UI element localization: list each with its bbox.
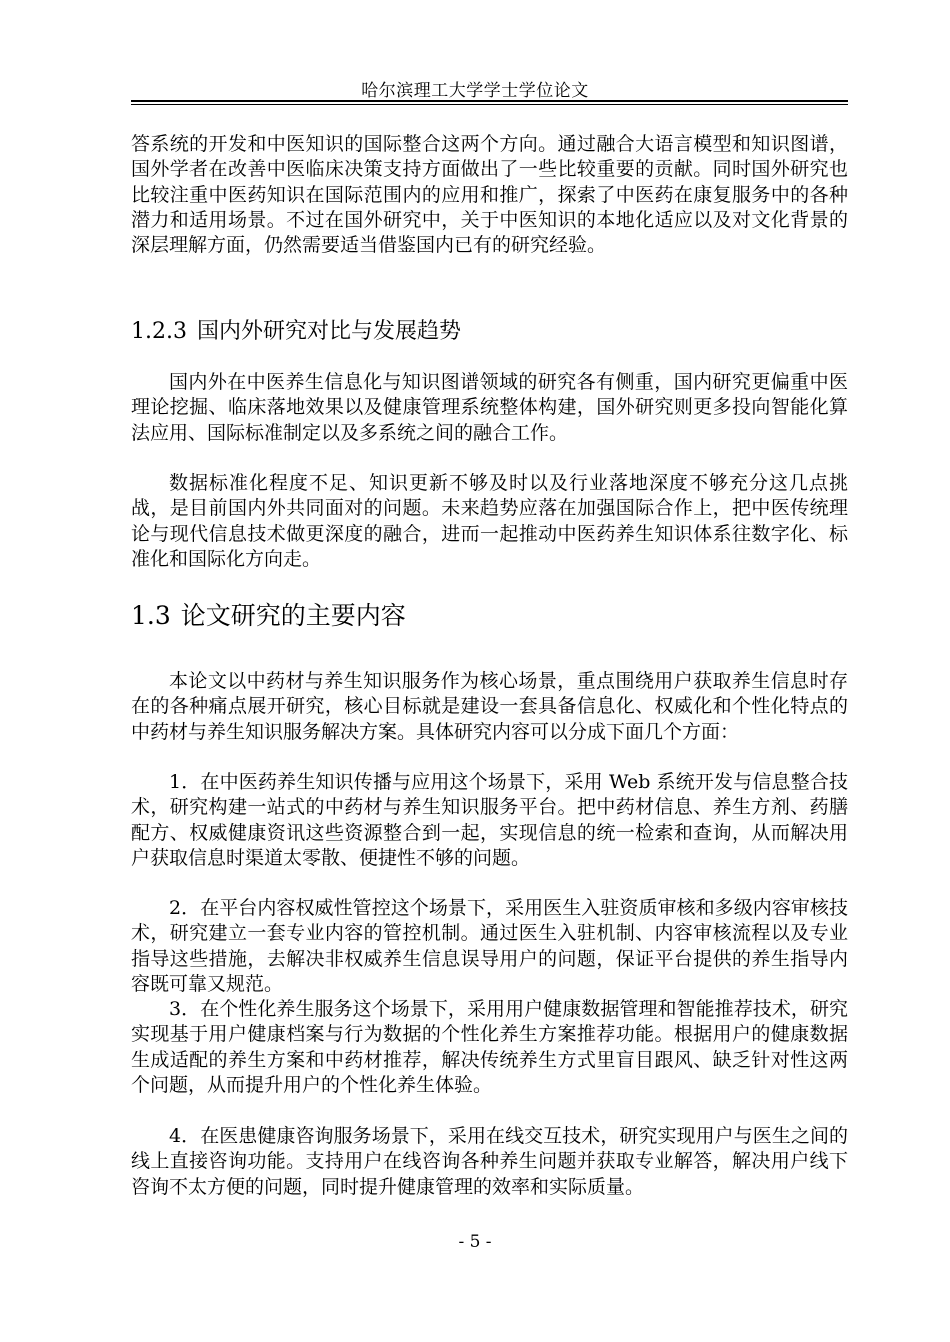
section-title: 论文研究的主要内容 — [180, 601, 406, 630]
section-heading-1-2-3 — [131, 314, 461, 345]
list-item-4: 4．在医患健康咨询服务场景下，采用在线交互技术，研究实现用户与医生之间的线上直接咨询功能。支持用户在线咨询各种养生问题并获取专业解答，解决用户线下咨询不太方便的问题，同时提升健康管理的效率和实际质量。 — [131, 1125, 848, 1198]
list-item-2: 2．在平台内容权威性管控这个场景下，采用医生入驻资质审核和多级内容审核技术，研究建立一套专业内容的管控机制。通过医生入驻机制、内容审核流程以及专业指导这些措施，去解决非权威养生信息误导用户的问题，保证平台提供的养生指导内容既可靠又规范。 — [131, 897, 848, 995]
list-item-3: 3．在个性化养生服务这个场景下，采用用户健康数据管理和智能推荐技术，研究实现基于用户健康档案与行为数据的个性化养生方案推荐功能。根据用户的健康数据生成适配的养生方案和中药材推荐，解决传统养生方式里盲目跟风、缺乏针对性这两个问题，从而提升用户的个性化养生体验。 — [131, 998, 848, 1096]
paragraph-compare-2: 数据标准化程度不足、知识更新不够及时以及行业落地深度不够充分这几点挑战，是目前国内外共同面对的问题。未来趋势应落在加强国际合作上，把中医传统理论与现代信息技术做更深度的融合，进而一起推动中医药养生知识体系往数字化、标准化和国际化方向走。 — [131, 472, 848, 570]
list-item-1: 1．在中医药养生知识传播与应用这个场景下，采用 Web 系统开发与信息整合技术，研究构建一站式的中药材与养生知识服务平台。把中药材信息、养生方剂、药膳配方、权威健康资讯这些资源整合到一起，实现信息的统一检索和查询，从而解决用户获取信息时渠道太零散、便捷性不够的问题。 — [131, 771, 848, 869]
paragraph-intro: 答系统的开发和中医知识的国际整合这两个方向。通过融合大语言模型和知识图谱，国外学者在改善中医临床决策支持方面做出了一些比较重要的贡献。同时国外研究也比较注重中医药知识在国际范围内的应用和推广，探索了中医药在康复服务中的各种潜力和适用场景。不过在国外研究中，关于中医知识的本地化适应以及对文化背景的深层理解方面，仍然需要适当借鉴国内已有的研究经验。 — [131, 133, 848, 257]
section-number: 1.2.3 — [131, 319, 187, 344]
section-heading-1-3 — [131, 596, 406, 632]
header-rule — [131, 100, 848, 105]
page-number: - 5 - — [458, 1232, 492, 1252]
header-title: 哈尔滨理工大学学士学位论文 — [361, 81, 589, 101]
paragraph-content-intro: 本论文以中药材与养生知识服务作为核心场景，重点围绕用户获取养生信息时存在的各种痛点展开研究，核心目标就是建设一套具备信息化、权威化和个性化特点的中药材与养生知识服务解决方案。具体研究内容可以分成下面几个方面： — [131, 670, 848, 743]
section-title: 国内外研究对比与发展趋势 — [196, 319, 461, 344]
section-number: 1.3 — [131, 601, 171, 630]
paragraph-compare-1: 国内外在中医养生信息化与知识图谱领域的研究各有侧重，国内研究更偏重中医理论挖掘、临床落地效果以及健康管理系统整体构建，国外研究则更多投向智能化算法应用、国际标准制定以及多系统之间的融合工作。 — [131, 371, 848, 444]
